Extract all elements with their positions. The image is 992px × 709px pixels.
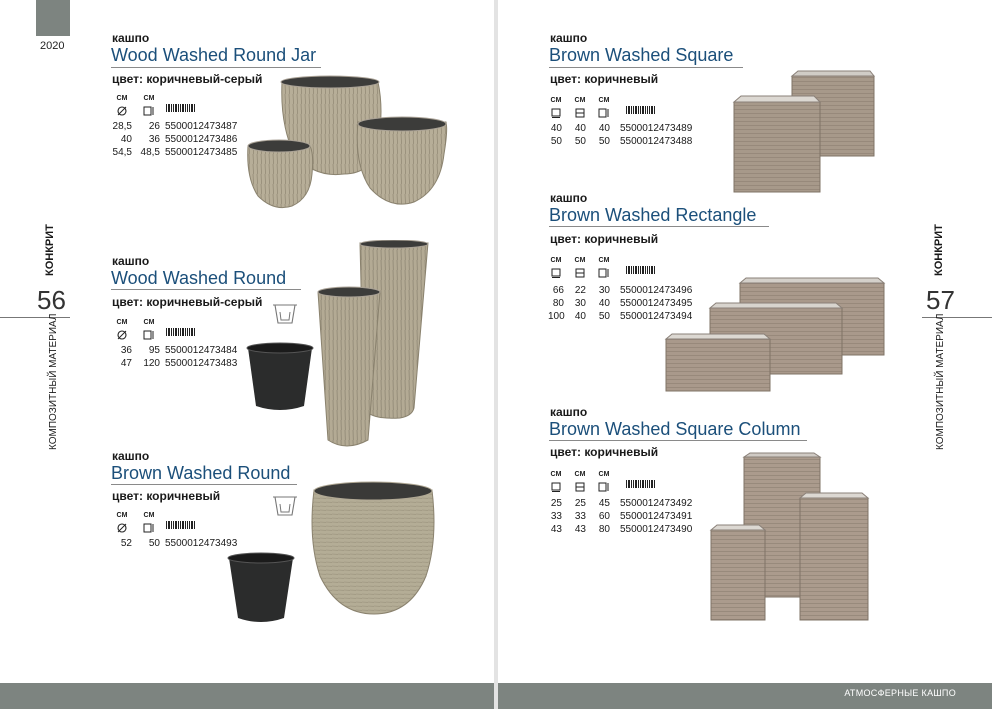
unit-label: CM [143, 319, 155, 326]
title-underline [111, 289, 301, 290]
article-code: 5500012473494 [620, 311, 693, 322]
dim-value: 80 [598, 524, 610, 535]
dim-value: 36 [148, 134, 160, 145]
unit-label: CM [598, 471, 610, 478]
unit-label: CM [116, 95, 128, 102]
length-icon [551, 482, 561, 492]
article-code: 5500012473488 [620, 136, 693, 147]
liner-icon [273, 302, 297, 328]
article-code: 5500012473489 [620, 123, 693, 134]
title-underline [111, 484, 297, 485]
dim-value: 95 [148, 345, 160, 356]
product-color: цвет: коричневый [550, 445, 659, 459]
spec-row [112, 537, 237, 550]
square-planter-product-image [732, 70, 878, 196]
dim-value: 22 [574, 285, 586, 296]
article-code: 5500012473493 [165, 538, 238, 549]
dim-value: 120 [143, 358, 160, 369]
dim-value: 30 [574, 298, 586, 309]
dim-value: 25 [574, 498, 586, 509]
height-icon [143, 330, 155, 340]
article-code: 5500012473487 [165, 121, 238, 132]
product-kind: кашпо [550, 405, 588, 419]
article-code: 5500012473496 [620, 285, 693, 296]
dim-value: 33 [550, 511, 562, 522]
spec-table [548, 94, 692, 148]
dim-value: 54,5 [112, 147, 132, 158]
unit-label: CM [116, 512, 128, 519]
article-code: 5500012473483 [165, 358, 238, 369]
category-label-left: КОНКРИТ [44, 224, 56, 276]
spec-row [112, 133, 237, 146]
unit-label: CM [598, 257, 610, 264]
page-spine [494, 0, 498, 709]
year-tab [36, 0, 70, 36]
category-label-right: КОНКРИТ [933, 224, 945, 276]
barcode-icon [612, 94, 656, 114]
dim-value: 43 [550, 524, 562, 535]
unit-label: CM [574, 97, 586, 104]
brown-round-product-image [308, 480, 438, 618]
tall-round-product-image [316, 240, 432, 452]
dim-value: 50 [598, 311, 610, 322]
square-column-product-image [708, 452, 872, 624]
product-title: Wood Washed Round Jar [111, 45, 317, 65]
product-kind: кашпо [112, 31, 150, 45]
spec-row [548, 523, 692, 536]
height-icon [143, 106, 155, 116]
product-kind: кашпо [112, 449, 150, 463]
barcode-icon [160, 92, 196, 112]
article-code: 5500012473490 [620, 524, 693, 535]
dim-value: 48,5 [140, 147, 160, 158]
barcode-icon [612, 254, 656, 274]
dim-value: 36 [120, 345, 132, 356]
spec-table [112, 509, 237, 550]
product-title: Brown Washed Rectangle [549, 205, 757, 225]
dim-value: 60 [598, 511, 610, 522]
article-code: 5500012473484 [165, 345, 238, 356]
height-icon [143, 523, 155, 533]
unit-label: CM [550, 257, 562, 264]
unit-label: CM [143, 512, 155, 519]
dim-value: 40 [120, 134, 132, 145]
diameter-icon [117, 106, 127, 116]
product-kind: кашпо [112, 254, 150, 268]
article-code: 5500012473486 [165, 134, 238, 145]
unit-label: CM [574, 257, 586, 264]
footer-title: АТМОСФЕРНЫЕ КАШПО [844, 688, 956, 698]
dim-value: 50 [550, 136, 562, 147]
rectangle-planter-product-image [664, 276, 890, 394]
dim-value: 40 [598, 123, 610, 134]
article-code: 5500012473495 [620, 298, 693, 309]
height-icon [598, 268, 610, 278]
dim-value: 30 [598, 285, 610, 296]
unit-label: CM [116, 319, 128, 326]
product-color: цвет: коричневый [112, 489, 221, 503]
dim-value: 100 [548, 311, 565, 322]
material-label-right: КОМПОЗИТНЫЙ МАТЕРИАЛ [935, 313, 946, 450]
title-underline [549, 67, 743, 68]
page-number-right: 57 [926, 285, 955, 315]
product-title: Brown Washed Square Column [549, 419, 801, 439]
title-underline [111, 67, 321, 68]
width-icon [575, 482, 585, 492]
spec-row [112, 344, 237, 357]
article-code: 5500012473492 [620, 498, 693, 509]
dim-value: 40 [550, 123, 562, 134]
dim-value: 52 [120, 538, 132, 549]
article-code: 5500012473485 [165, 147, 238, 158]
material-label-left: КОМПОЗИТНЫЙ МАТЕРИАЛ [48, 313, 59, 450]
width-icon [575, 268, 585, 278]
product-title: Brown Washed Square [549, 45, 734, 65]
product-kind: кашпо [550, 31, 588, 45]
spec-table [112, 92, 237, 159]
height-icon [598, 108, 610, 118]
spec-row [112, 120, 237, 133]
spec-row [112, 146, 237, 159]
product-color: цвет: коричневый [550, 72, 659, 86]
spec-table [548, 468, 692, 536]
spec-row [548, 122, 692, 135]
year-label: 2020 [40, 40, 65, 52]
spec-row [548, 135, 692, 148]
round-jar-product-image [244, 74, 450, 214]
dim-value: 33 [574, 511, 586, 522]
spec-row [112, 357, 237, 370]
dim-value: 66 [552, 285, 564, 296]
product-title: Brown Washed Round [111, 463, 291, 483]
unit-label: CM [550, 471, 562, 478]
dim-value: 43 [574, 524, 586, 535]
width-icon [575, 108, 585, 118]
barcode-icon [160, 316, 196, 336]
dim-value: 40 [598, 298, 610, 309]
dim-value: 47 [120, 358, 132, 369]
title-underline [549, 226, 769, 227]
dim-value: 50 [574, 136, 586, 147]
unit-label: CM [143, 95, 155, 102]
unit-label: CM [550, 97, 562, 104]
dim-value: 28,5 [112, 121, 132, 132]
diameter-icon [117, 523, 127, 533]
page-number-left: 56 [37, 285, 66, 315]
spec-row [548, 510, 692, 523]
product-color: цвет: коричневый-серый [112, 72, 263, 86]
title-underline [549, 440, 807, 441]
length-icon [551, 108, 561, 118]
footer-bar-left [0, 683, 494, 709]
article-code: 5500012473491 [620, 511, 693, 522]
dim-value: 50 [598, 136, 610, 147]
dim-value: 25 [550, 498, 562, 509]
black-liner-image [226, 552, 296, 626]
dim-value: 40 [574, 123, 586, 134]
spec-table [112, 316, 237, 370]
black-liner-image [244, 342, 316, 414]
product-kind: кашпо [550, 191, 588, 205]
dim-value: 50 [148, 538, 160, 549]
spec-row [548, 497, 692, 510]
barcode-icon [160, 509, 196, 529]
dim-value: 40 [574, 311, 586, 322]
product-title: Wood Washed Round [111, 268, 287, 288]
dim-value: 26 [148, 121, 160, 132]
product-color: цвет: коричневый [550, 232, 659, 246]
length-icon [551, 268, 561, 278]
diameter-icon [117, 330, 127, 340]
barcode-icon [612, 468, 656, 488]
unit-label: CM [598, 97, 610, 104]
unit-label: CM [574, 471, 586, 478]
divider-right [922, 317, 992, 318]
product-color: цвет: коричневый-серый [112, 295, 263, 309]
divider-left [0, 317, 70, 318]
height-icon [598, 482, 610, 492]
dim-value: 45 [598, 498, 610, 509]
dim-value: 80 [552, 298, 564, 309]
liner-icon [273, 494, 297, 520]
